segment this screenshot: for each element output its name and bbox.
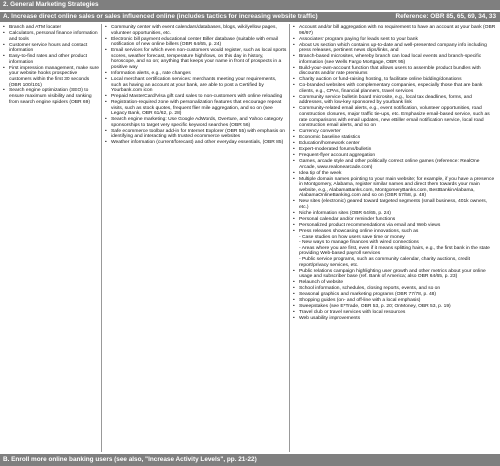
list-item: • Community-related email alerts, e.g., event notification, volunteer opportunities, road construction closures, major traffic tie-ups, etc. Emphasize email-based service, such as rate comparisons with email updates, new eBiller email notification service, local road construction email alerts, and so on xyxy=(292,106,497,128)
list-item: • About Us section which contains up-to-date and well-presented company info including press releases, pertinent news clips/links, and xyxy=(292,43,497,54)
list-item: • Personalized product recommendations via email and Web views xyxy=(292,223,497,229)
subsection-a-title: A. Increase direct online sales or sales influenced online (includes tactics for increasing website traffic) xyxy=(3,13,318,20)
list-item: • Electronic bill payment educational center Biller database (suitable with email notification of new online billers (OBR 64/65, p. 24) xyxy=(104,37,287,48)
list-item: • Information alerts, e.g., rate changes xyxy=(104,71,287,77)
strategy-column-2 xyxy=(104,25,287,146)
list-item: • New sites (electronic) geared toward targeted segments (small business, 401k owners, etc.) xyxy=(292,199,497,210)
list-item: • Idea tip of the week xyxy=(292,171,497,177)
list-item: • Seasonal graphics and marketing programs (OBR 77/78, p. 48) xyxy=(292,292,497,298)
list-item: • First impression management, make sure your website hooks prospective customers within the first 30 seconds (OBR 100/101) xyxy=(2,66,99,88)
list-item: • Economic baseline statistics xyxy=(292,135,497,141)
list-item: • Frequent-flyer account aggregation xyxy=(292,153,497,159)
list-item: • Email services for which even non-customers would register, such as local sports scores, weather forecast, temperature high/lows, on this day in history, horoscope, and so on; anything that keeps your name in front of prospects in a positive way xyxy=(104,48,287,70)
list-item: • Travel club or travel services with local resources xyxy=(292,310,497,316)
list-item: • Search engine optimization (SEO) to ensure maximum visibility and ranking from search engine spiders (OBR 69) xyxy=(2,88,99,105)
list-item: • Build-your-own-account function that allows users to assemble product bundles with discounts and/or rate premiums xyxy=(292,66,497,77)
list-item: • Calculators, personal finance information and tools xyxy=(2,31,99,42)
list-item: • Search engine marketing: Use Google AdWords, Overture, and Yahoo category sponsorships to target very specific keyword searches (OBR 56) xyxy=(104,117,287,128)
list-item: • Public relations campaign highlighting user growth and other metrics about your online usage and subscriber base (ref. Bank of America; also OBR 64/65, p. 23) xyxy=(292,269,497,280)
list-item: • Customer service hours and contact information xyxy=(2,43,99,54)
strategy-column-3 xyxy=(292,25,497,322)
list-item: • Charity auction or fund-raising hosting, to facilitate online bidding/donations xyxy=(292,77,497,83)
subsection-a-header xyxy=(0,12,500,22)
list-item: • Easy-to-find rates and other product information xyxy=(2,54,99,65)
list-item: • Multiple domain names pointing to your main website; for example, if you have a presence in Montgomery, Alabama, register similar names and direct them towards your main website, e.g., AlabamaBanks.com, MontgomeryBanks.com, BestBankinAlabama, AlabamaOnlineBanking.com and so on (OBR 57/58, p. 48) xyxy=(292,177,497,199)
list-item: • Co-branded websites with complementary companies, especially those that are bank clients, e.g., CPAs, financial planners, travel services xyxy=(292,83,497,94)
subsection-b-header xyxy=(0,454,500,466)
list-item: • Education/homework center xyxy=(292,141,497,147)
list-item: • Sweepstakes (see E*Trade, OBR 53, p. 20; OnMoney, OBR 53, p. 19) xyxy=(292,304,497,310)
list-item: • Safe ecommerce toolbar add-in for Internet Explorer (OBR 55) with emphasis on identifying and interacting with trusted ecommerce websites xyxy=(104,129,287,140)
list-item: • Account and/or bill aggregation with no requirement to have an account at your bank (OBR 96/97) xyxy=(292,25,497,36)
list-item: • Personal calendar and/or reminder functions xyxy=(292,217,497,223)
list-item: • Branch and ATM locater xyxy=(2,25,99,31)
list-item: • Prepaid MasterCard/Visa gift card sales to non-customers with online reloading xyxy=(104,94,287,100)
list-item: • Games, arcade style and other politically correct online games (reference: RealOne Arcade, www.realonearcade.com) xyxy=(292,159,497,170)
list-item: • Press releases showcasing online innovations, such as - Case studies on how users save time or money - New ways to manage finances with wired connections - Areas where you are first, even if it means splitting hairs, e.g., the first bank in the state providing Web-based payroll services - Public service programs, such as community calendar, charity auctions, credit report/privacy services, etc. xyxy=(292,229,497,268)
section-title: 2. General Marketing Strategies xyxy=(3,1,99,8)
list-item: • Associates' program paying for leads sent to your bank xyxy=(292,37,497,43)
list-item: • Community service bulletin board microsite, e.g., local tax deadlines, forms, and addresses, with low-key sponsored by yourbank link xyxy=(292,95,497,106)
section-header xyxy=(0,0,500,10)
list-item: • Relaunch of website xyxy=(292,280,497,286)
list-item: • Branch-based microsites, whereby branch can load local events and branch-specific information (see Wells Fargo Mortgage, OBR 95) xyxy=(292,54,497,65)
subsection-a-reference: Reference: OBR 85, 65, 69, 34, 33 xyxy=(395,13,496,20)
subsection-b-title: B. Enroll more online banking users (see also, "Increase Activity Levels", pp. 21-22) xyxy=(3,456,257,463)
list-item: • Expert-moderated forums/bulletin xyxy=(292,147,497,153)
list-item: • School information, schedules, closing reports, events, and so on xyxy=(292,286,497,292)
list-item: • Currency converter xyxy=(292,129,497,135)
list-item: • Community center with event calendars/databases, blogs, wiki/yellow pages, volunteer opportunities, etc. xyxy=(104,25,287,36)
column-divider xyxy=(101,24,102,452)
strategy-column-1 xyxy=(2,25,99,106)
list-item: • Weather information (current/forecast) and other everyday essentials, (OBR 85) xyxy=(104,140,287,146)
list-item: • Registration-required zone with personalization features that encourage repeat visits, such as stock quotes, frequent flier mile aggregation, and so on (see Legacy Bank, OBR 61/62, p. 28) xyxy=(104,100,287,117)
list-item: • Niche information sites (OBR 64/65, p. 24) xyxy=(292,211,497,217)
list-item: • Local merchant certification services: merchants meeting your requirements, such as having an account at your bank, are able to post a Certified by Yourbank.com icon xyxy=(104,77,287,94)
list-item: • Shopping guides (on- and off-line with a local emphasis) xyxy=(292,298,497,304)
list-item: • Web usability improvements xyxy=(292,316,497,322)
column-divider xyxy=(289,24,290,452)
